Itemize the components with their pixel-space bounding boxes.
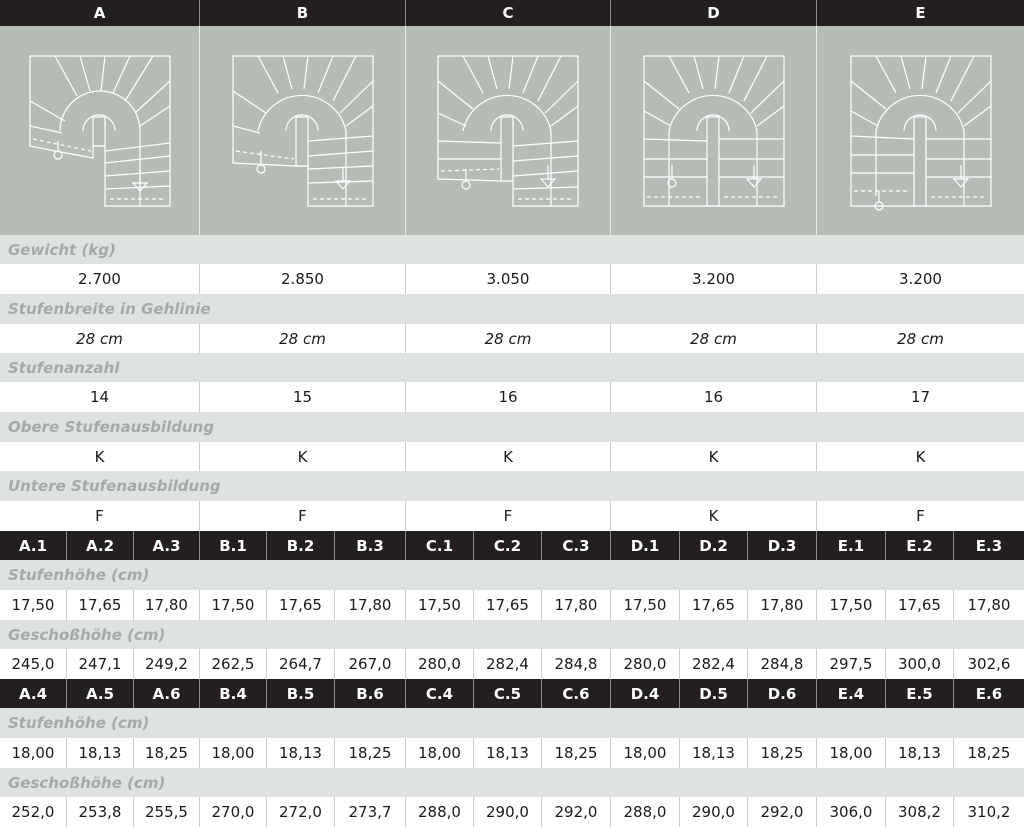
sub-code-2-13: E.5: [886, 679, 954, 708]
sub-code-1-5: B.3: [335, 531, 406, 560]
variant-header-row: [0, 0, 1024, 26]
sub-code-2-11: D.6: [748, 679, 817, 708]
sub-code-2-2: A.6: [134, 679, 200, 708]
sub-code-2-4: B.5: [267, 679, 335, 708]
geschosshoehe-1-12: 297,5: [817, 649, 886, 679]
label-untere-stufenausbildung: Untere Stufenausbildung: [0, 471, 1024, 501]
stufenhoehe-1-13: 17,65: [886, 590, 954, 620]
drawing-cell-e: [817, 26, 1024, 235]
stufenhoehe-1-3: 17,50: [200, 590, 267, 620]
stufenhoehe-2-11: 18,25: [748, 738, 817, 768]
stufenhoehe-2-10: 18,13: [680, 738, 748, 768]
gewicht-e: 3.200: [817, 264, 1024, 294]
geschosshoehe-2-2: 255,5: [134, 797, 200, 827]
sub-code-2-3: B.4: [200, 679, 267, 708]
sub-codes-row-2: [0, 679, 1024, 708]
stufenhoehe-1-0: 17,50: [0, 590, 67, 620]
sub-code-2-9: D.4: [611, 679, 680, 708]
stufenhoehe-2-14: 18,25: [954, 738, 1024, 768]
geschosshoehe-row-2: [0, 797, 1024, 827]
geschosshoehe-1-10: 282,4: [680, 649, 748, 679]
sub-code-1-14: E.3: [954, 531, 1024, 560]
drawing-cell-d: [611, 26, 817, 235]
sub-code-1-6: C.1: [406, 531, 474, 560]
stufenbreite-e: 28 cm: [817, 324, 1024, 353]
untere-c: F: [406, 501, 611, 531]
sub-code-2-1: A.5: [67, 679, 134, 708]
sub-codes-row-1: [0, 531, 1024, 560]
gewicht-row: [0, 264, 1024, 294]
stufenhoehe-2-2: 18,25: [134, 738, 200, 768]
stufenbreite-a: 28 cm: [0, 324, 200, 353]
geschosshoehe-2-14: 310,2: [954, 797, 1024, 827]
geschosshoehe-2-3: 270,0: [200, 797, 267, 827]
stufenhoehe-2-3: 18,00: [200, 738, 267, 768]
geschosshoehe-2-5: 273,7: [335, 797, 406, 827]
label-stufenanzahl: Stufenanzahl: [0, 353, 1024, 382]
stufenhoehe-2-7: 18,13: [474, 738, 542, 768]
sub-code-1-3: B.1: [200, 531, 267, 560]
stufenhoehe-2-6: 18,00: [406, 738, 474, 768]
stufenhoehe-1-8: 17,80: [542, 590, 611, 620]
stufenhoehe-2-9: 18,00: [611, 738, 680, 768]
stufenanzahl-c: 16: [406, 382, 611, 412]
stufenhoehe-1-5: 17,80: [335, 590, 406, 620]
geschosshoehe-2-6: 288,0: [406, 797, 474, 827]
label-obere-stufenausbildung: Obere Stufenausbildung: [0, 412, 1024, 442]
geschosshoehe-row-1: [0, 649, 1024, 679]
sub-code-1-7: C.2: [474, 531, 542, 560]
stufenhoehe-1-12: 17,50: [817, 590, 886, 620]
stufenhoehe-row-2: [0, 738, 1024, 768]
stufenanzahl-d: 16: [611, 382, 817, 412]
label-stufenhoehe-1: Stufenhöhe (cm): [0, 560, 1024, 590]
obere-a: K: [0, 442, 200, 471]
stair-plan-e-icon: [846, 51, 996, 211]
stufenbreite-row: [0, 324, 1024, 353]
gewicht-c: 3.050: [406, 264, 611, 294]
geschosshoehe-2-0: 252,0: [0, 797, 67, 827]
sub-code-1-0: A.1: [0, 531, 67, 560]
untere-d: K: [611, 501, 817, 531]
stufenanzahl-a: 14: [0, 382, 200, 412]
obere-row: [0, 442, 1024, 471]
variant-header-b: B: [200, 0, 406, 26]
stair-drawings-row: [0, 26, 1024, 235]
sub-code-2-0: A.4: [0, 679, 67, 708]
sub-code-1-2: A.3: [134, 531, 200, 560]
stufenhoehe-1-2: 17,80: [134, 590, 200, 620]
label-stufenhoehe-2: Stufenhöhe (cm): [0, 708, 1024, 738]
geschosshoehe-2-10: 290,0: [680, 797, 748, 827]
stufenhoehe-2-1: 18,13: [67, 738, 134, 768]
geschosshoehe-2-4: 272,0: [267, 797, 335, 827]
untere-row: [0, 501, 1024, 531]
sub-code-2-10: D.5: [680, 679, 748, 708]
stufenhoehe-2-13: 18,13: [886, 738, 954, 768]
geschosshoehe-1-13: 300,0: [886, 649, 954, 679]
drawing-cell-a: [0, 26, 200, 235]
label-stufenbreite: Stufenbreite in Gehlinie: [0, 294, 1024, 324]
stufenanzahl-e: 17: [817, 382, 1024, 412]
sub-code-1-12: E.1: [817, 531, 886, 560]
stufenhoehe-1-7: 17,65: [474, 590, 542, 620]
stufenhoehe-1-14: 17,80: [954, 590, 1024, 620]
stufenhoehe-2-4: 18,13: [267, 738, 335, 768]
drawing-cell-c: [406, 26, 611, 235]
sub-code-2-7: C.5: [474, 679, 542, 708]
stufenbreite-d: 28 cm: [611, 324, 817, 353]
obere-c: K: [406, 442, 611, 471]
geschosshoehe-1-5: 267,0: [335, 649, 406, 679]
geschosshoehe-1-1: 247,1: [67, 649, 134, 679]
geschosshoehe-2-9: 288,0: [611, 797, 680, 827]
stufenhoehe-1-1: 17,65: [67, 590, 134, 620]
variant-header-c: C: [406, 0, 611, 26]
stufenhoehe-2-5: 18,25: [335, 738, 406, 768]
stufenhoehe-1-9: 17,50: [611, 590, 680, 620]
stufenhoehe-1-10: 17,65: [680, 590, 748, 620]
geschosshoehe-1-6: 280,0: [406, 649, 474, 679]
sub-code-1-8: C.3: [542, 531, 611, 560]
stufenhoehe-1-4: 17,65: [267, 590, 335, 620]
geschosshoehe-2-11: 292,0: [748, 797, 817, 827]
gewicht-d: 3.200: [611, 264, 817, 294]
stufenhoehe-2-0: 18,00: [0, 738, 67, 768]
stufenhoehe-row-1: [0, 590, 1024, 620]
untere-e: F: [817, 501, 1024, 531]
label-geschosshoehe-1: Geschoßhöhe (cm): [0, 620, 1024, 649]
sub-code-1-9: D.1: [611, 531, 680, 560]
sub-code-2-12: E.4: [817, 679, 886, 708]
drawing-cell-b: [200, 26, 406, 235]
stair-plan-c-icon: [433, 51, 583, 211]
stufenhoehe-2-8: 18,25: [542, 738, 611, 768]
obere-e: K: [817, 442, 1024, 471]
geschosshoehe-1-8: 284,8: [542, 649, 611, 679]
sub-code-2-5: B.6: [335, 679, 406, 708]
obere-b: K: [200, 442, 406, 471]
sub-code-1-10: D.2: [680, 531, 748, 560]
stair-plan-d-icon: [639, 51, 789, 211]
geschosshoehe-2-1: 253,8: [67, 797, 134, 827]
sub-code-1-1: A.2: [67, 531, 134, 560]
stufenanzahl-row: [0, 382, 1024, 412]
sub-code-1-4: B.2: [267, 531, 335, 560]
sub-code-2-6: C.4: [406, 679, 474, 708]
label-gewicht: Gewicht (kg): [0, 235, 1024, 264]
gewicht-b: 2.850: [200, 264, 406, 294]
gewicht-a: 2.700: [0, 264, 200, 294]
sub-code-2-14: E.6: [954, 679, 1024, 708]
variant-header-e: E: [817, 0, 1024, 26]
stufenbreite-c: 28 cm: [406, 324, 611, 353]
sub-code-1-13: E.2: [886, 531, 954, 560]
geschosshoehe-1-9: 280,0: [611, 649, 680, 679]
variant-header-a: A: [0, 0, 200, 26]
untere-a: F: [0, 501, 200, 531]
geschosshoehe-1-4: 264,7: [267, 649, 335, 679]
stufenbreite-b: 28 cm: [200, 324, 406, 353]
variant-header-d: D: [611, 0, 817, 26]
geschosshoehe-1-7: 282,4: [474, 649, 542, 679]
sub-code-2-8: C.6: [542, 679, 611, 708]
geschosshoehe-1-14: 302,6: [954, 649, 1024, 679]
obere-d: K: [611, 442, 817, 471]
geschosshoehe-2-12: 306,0: [817, 797, 886, 827]
untere-b: F: [200, 501, 406, 531]
stufenhoehe-2-12: 18,00: [817, 738, 886, 768]
geschosshoehe-2-8: 292,0: [542, 797, 611, 827]
stair-plan-b-icon: [228, 51, 378, 211]
stufenhoehe-1-6: 17,50: [406, 590, 474, 620]
geschosshoehe-2-7: 290,0: [474, 797, 542, 827]
geschosshoehe-1-0: 245,0: [0, 649, 67, 679]
label-geschosshoehe-2: Geschoßhöhe (cm): [0, 768, 1024, 797]
geschosshoehe-2-13: 308,2: [886, 797, 954, 827]
stufenhoehe-1-11: 17,80: [748, 590, 817, 620]
sub-code-1-11: D.3: [748, 531, 817, 560]
geschosshoehe-1-2: 249,2: [134, 649, 200, 679]
geschosshoehe-1-11: 284,8: [748, 649, 817, 679]
geschosshoehe-1-3: 262,5: [200, 649, 267, 679]
stufenanzahl-b: 15: [200, 382, 406, 412]
stair-plan-a-icon: [25, 51, 175, 211]
